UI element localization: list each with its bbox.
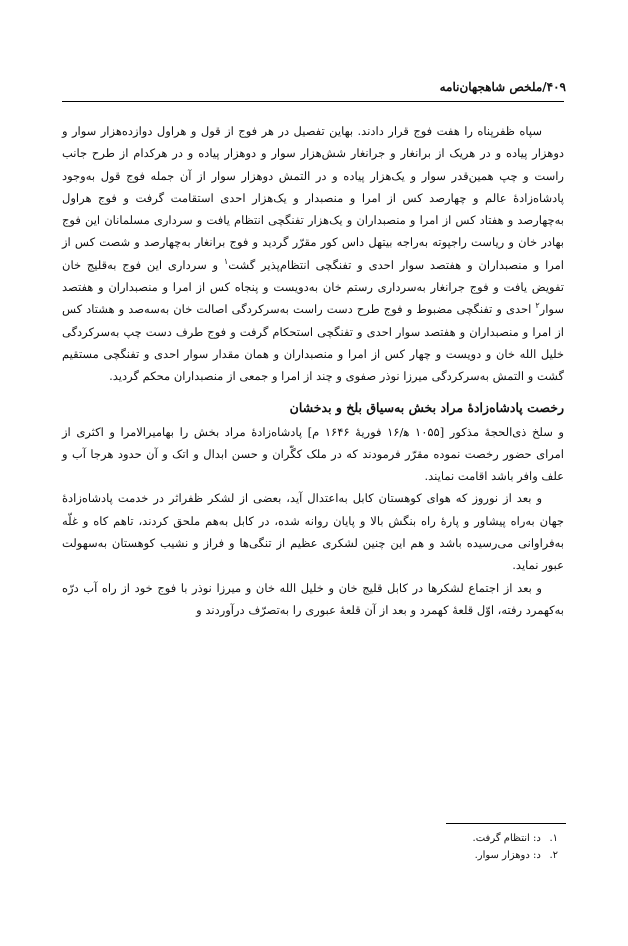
footnote-text: د: انتظام گرفت. [472,833,541,844]
footnote-number: ۱. [549,833,558,844]
paragraph-departure: و سلخ ذی‌الحجهٔ مذکور [۱۰۵۵ ه‍/۱۶ فوریهٔ ۱۶۴۶ م] پادشاه‌زادهٔ مراد بخش را بهامیرالامرا و اکثری از امرای حضور رخصت نموده مقرّر فرمودند که در ملک کگّران و حسن ابدال و اتک و آن حدود هرجا آب و علف وافر باشد اقامت نمایند. [62,424,564,484]
footnote-text: د: دوهزار سوار. [474,850,541,861]
paragraph-segment: احدی و تفنگچی مضبوط و فوج طرح دست راست به‌سرکردگی اصالت خان به‌سه‌صد و هشتاد کس از امرا و منصبداران و هفتصد سوار احدی و تفنگچی استحکام گرفت و فوج طرف دست چپ به‌سرکردگی خلیل الله خان و دویست و چهار کس از امرا و منصبداران و همان مقدار سوار احدی و تفنگچی مستقیم گشت و التمش به‌سرکردگی میرزا نوذر صفوی و چند از امرا و جمعی از منصبداران محکم گردید. [62,302,564,384]
header-rule [62,101,564,102]
paragraph-segment: سپاه ظفرپناه را هفت فوج قرار دادند. بهاین تفصیل در هر فوج از قول و هراول دوازده‌هزار سوار و دوهزار پیاده و در هریک از برانغار و جرانغار شش‌هزار سوار و دوهزار پیاده و در هرکدام از طرح جانب راست و چپ همین‌قدر سوار و یک‌هزار پیاده و در التمش دوهزار سوار از آن جمله فوج قول به‌وجود پادشاه‌زادهٔ عالم و چهارصد کس از امرا و منصبدار و یک‌هزار احدی استقامت گرفت و فوج هراول به‌چهارصد و هفتاد کس از امرا و منصبداران و یک‌هزار تفنگچی انتظام یافت و سرداری مسلمانان این فوج بهادر خان و ریاست راجپوته به‌راجه بیتهل داس کور مقرّر گردید و فوج برانغار به‌چهارصد و شصت کس از امرا و منصبداران و هفتصد سوار احدی و تفنگچی انتظام‌پذیر گشت [62,124,564,272]
paragraph-nowruz: و بعد از نوروز که هوای کوهستان کابل به‌اعتدال آید، بعضی از لشکر ظفراثر در خدمت پادشاه‌زادهٔ جهان به‌راه پیشاور و پارهٔ راه بنگش بالا و پایان روانه شده، در کابل به‌هم ملحق کردند، تاهم کاه و غلّه به‌فراوانی می‌رسیده باشد و هم این چنین لشکری عظیم از تنگی‌ها و فراز و نشیب کوهستان به‌سهولت عبور نماید. [62,491,564,573]
footnote-number: ۲. [549,850,558,861]
section-heading: رخصت پادشاه‌زادهٔ مراد بخش به‌سیاق بلخ و بدخشان [289,399,564,415]
paragraph-gathering: و بعد از اجتماع لشکرها در کابل قلیج خان و خلیل الله خان و میرزا نوذر با فوج خود از راه آب درّه به‌کهمرد رفته، اوّل قلعهٔ کهمرد و بعد از آن قلعهٔ عبوری را به‌تصرّف درآوردند و [62,580,564,617]
footnote-rule [446,823,566,824]
paragraph-segment: و سرداری این فوج به‌قلیج خان تفویض یافت و فوج جرانغار به‌سرداری رستم خان به‌دویست و پنجاه کس از امرا و منصبداران و هفتصد سوار [62,257,564,317]
paragraph-army-arrangement [62,120,564,388]
footnote-ref-1[interactable]: ۱ [223,256,229,266]
footnotes [258,830,558,864]
footnote-2 [258,847,558,864]
footnote-1 [258,830,558,847]
body-text [62,120,564,621]
running-head: ۴۰۹/ملخص شاهجهان‌نامه [439,80,566,94]
footnote-ref-2[interactable]: ۲ [535,301,540,311]
